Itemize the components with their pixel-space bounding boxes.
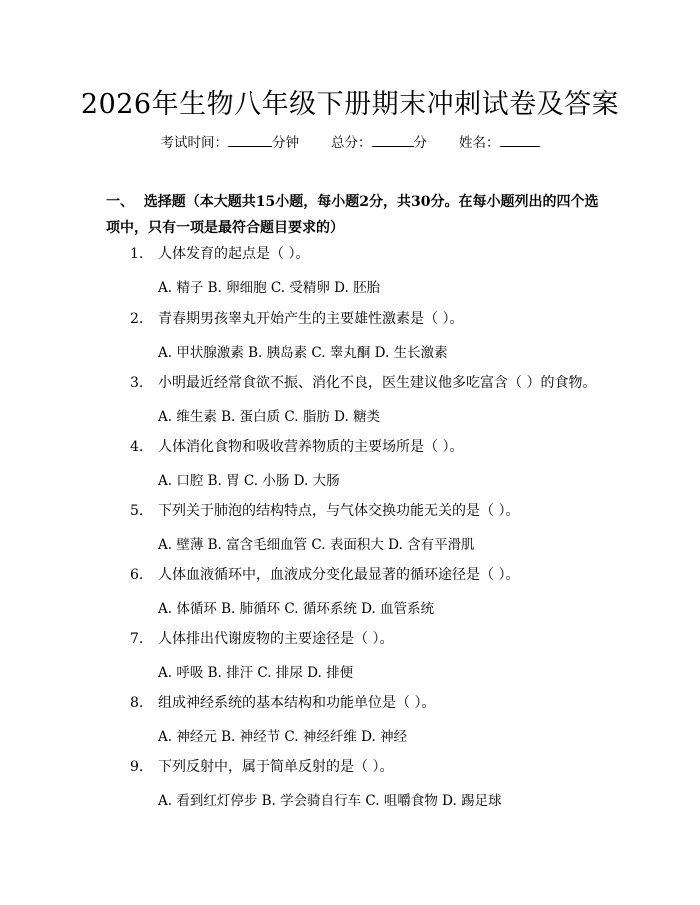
question-options: A. 看到红灯停步 B. 学会骑自行车 C. 咀嚼食物 D. 踢足球 <box>158 793 502 809</box>
question-number: 7. <box>130 631 144 647</box>
score-label: 总分： <box>331 135 372 151</box>
question <box>130 243 309 263</box>
page-title: 2026年生物八年级下册期末冲刺试卷及答案 <box>80 89 620 120</box>
question <box>130 756 393 776</box>
question-number: 8. <box>130 695 144 711</box>
question-number: 4. <box>130 439 144 455</box>
question <box>130 500 519 520</box>
question-options: A. 甲状腺激素 B. 胰岛素 C. 睾丸酮 D. 生长激素 <box>158 345 448 361</box>
question-options: A. 体循环 B. 肺循环 C. 循环系统 D. 血管系统 <box>158 601 435 617</box>
time-label: 考试时间： <box>160 135 228 151</box>
question-text: 人体血液循环中，血液成分变化最显著的循环途径是（ ）。 <box>158 567 520 583</box>
question <box>130 628 393 648</box>
question-options: A. 维生素 B. 蛋白质 C. 脂肪 D. 糖类 <box>158 409 381 425</box>
question-text: 人体消化食物和吸收营养物质的主要场所是（ ）。 <box>158 439 464 455</box>
question <box>130 308 463 328</box>
question-text: 人体发育的起点是（ ）。 <box>158 246 310 262</box>
score-unit: 分 <box>413 135 427 151</box>
question-number: 3. <box>130 375 144 391</box>
question-text: 小明最近经常食欲不振、消化不良，医生建议他多吃富含（ ）的食物。 <box>158 375 597 391</box>
question-options: A. 精子 B. 卵细胞 C. 受精卵 D. 胚胎 <box>158 280 381 296</box>
question-text: 人体排出代谢废物的主要途径是（ ）。 <box>158 631 394 647</box>
question-options: A. 壁薄 B. 富含毛细血管 C. 表面积大 D. 含有平滑肌 <box>158 537 475 553</box>
question-number: 6. <box>130 567 144 583</box>
question-text: 下列反射中，属于简单反射的是（ ）。 <box>158 759 394 775</box>
question-options: A. 呼吸 B. 排汗 C. 排尿 D. 排便 <box>158 665 354 681</box>
section-text: 选择题（本大题共15小题，每小题2分，共30分。在每小题列出的四个选项中，只有一项是最符合题目要求的） <box>106 194 599 236</box>
question <box>130 692 435 712</box>
question-text: 下列关于肺泡的结构特点，与气体交换功能无关的是（ ）。 <box>158 503 520 519</box>
question-options: A. 神经元 B. 神经节 C. 神经纤维 D. 神经 <box>158 729 408 745</box>
question-number: 5. <box>130 503 144 519</box>
question-number: 1. <box>130 246 144 262</box>
question-options: A. 口腔 B. 胃 C. 小肠 D. 大肠 <box>158 473 340 489</box>
name-label: 姓名： <box>459 135 500 151</box>
question <box>130 372 596 392</box>
question-text: 组成神经系统的基本结构和功能单位是（ ）。 <box>158 695 436 711</box>
section-number: 一、 <box>106 194 134 210</box>
exam-info-line <box>0 131 700 151</box>
question-text: 青春期男孩睾丸开始产生的主要雄性激素是（ ）。 <box>158 311 464 327</box>
time-blank <box>228 132 272 147</box>
question-number: 9. <box>130 759 144 775</box>
question <box>130 564 519 584</box>
time-unit: 分钟 <box>272 135 299 151</box>
question <box>130 436 463 456</box>
question-number: 2. <box>130 311 144 327</box>
name-blank <box>500 132 540 147</box>
score-blank <box>372 132 414 147</box>
section-heading <box>106 189 606 241</box>
